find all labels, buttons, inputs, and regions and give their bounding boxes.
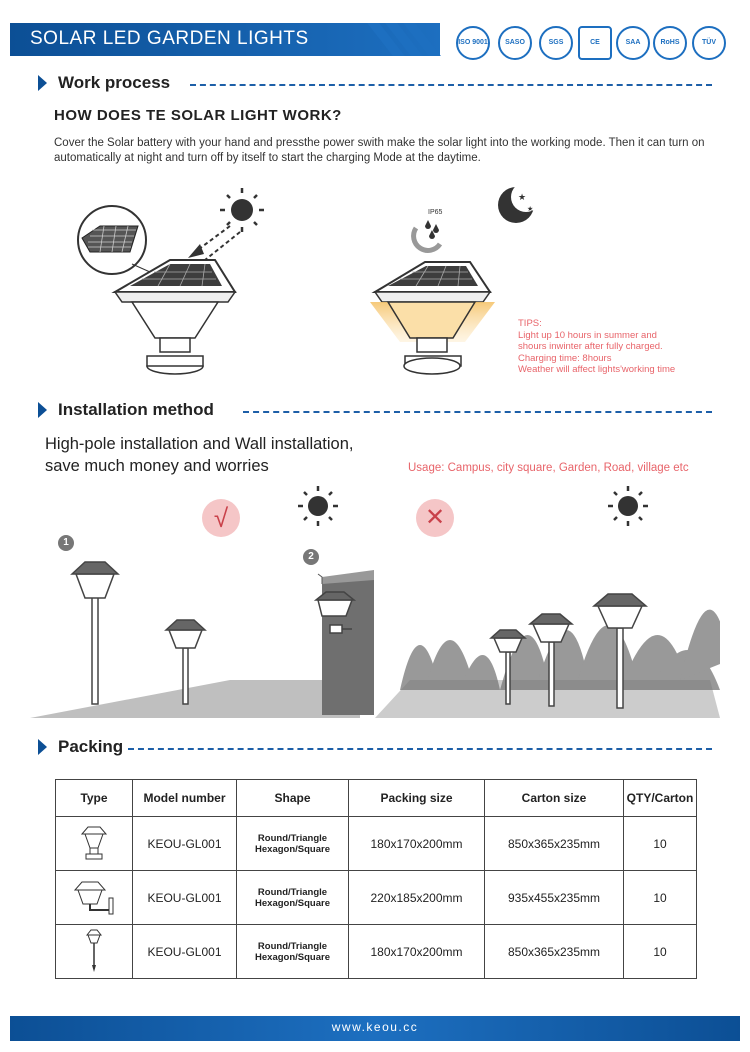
tuv-cert-icon: TÜV (692, 26, 726, 60)
shape-cell: Round/Triangle Hexagon/Square (237, 817, 349, 871)
column-header: Shape (237, 780, 349, 817)
solar-panel-zoom-icon (78, 206, 150, 274)
check-icon: √ (202, 499, 240, 537)
tips-line: shours inwinter after fully charged. (518, 341, 663, 352)
column-header: Packing size (349, 780, 485, 817)
table-header-row (56, 780, 697, 817)
column-header: Model number (133, 780, 237, 817)
qty-cell: 10 (624, 817, 697, 871)
type-cell (56, 925, 133, 979)
svg-text:★: ★ (527, 206, 534, 213)
model-cell: KEOU-GL001 (133, 871, 237, 925)
step-number-1: 1 (58, 535, 74, 551)
type-cell (56, 871, 133, 925)
model-cell: KEOU-GL001 (133, 817, 237, 871)
moon-icon (498, 182, 541, 223)
section-divider (128, 748, 712, 750)
step-number-2: 2 (303, 549, 319, 565)
sunlight-arrow-icon (195, 226, 240, 260)
svg-text:★: ★ (518, 192, 527, 202)
installation-illustration (30, 480, 720, 720)
section-title-install: Installation method (58, 400, 214, 419)
water-drop-icon (425, 220, 439, 239)
garden-lamp-right (370, 262, 495, 374)
packing-size-cell: 220x185x200mm (349, 871, 485, 925)
iso-cert-icon: ISO 9001 (456, 26, 490, 60)
packing-table (55, 779, 697, 979)
qty-cell: 10 (624, 925, 697, 979)
install-subtitle-line: High-pole installation and Wall installation, (45, 435, 354, 453)
work-question: HOW DOES TE SOLAR LIGHT WORK? (54, 107, 342, 124)
tips-title: TIPS: (518, 318, 542, 329)
section-title-work: Work process (58, 73, 171, 92)
page-title: SOLAR LED GARDEN LIGHTS (30, 28, 309, 49)
saa-cert-icon: SAA (616, 26, 650, 60)
ip65-label: IP65 (428, 209, 443, 216)
section-marker-icon (38, 739, 47, 755)
packing-size-cell: 180x170x200mm (349, 817, 485, 871)
type-cell (56, 817, 133, 871)
tips-block (518, 318, 675, 376)
install-subtitle-line: save much money and worries (45, 457, 269, 475)
table-row (56, 871, 697, 925)
pillar-lamp-icon (79, 822, 109, 862)
table-row (56, 817, 697, 871)
section-marker-icon (38, 402, 47, 418)
carton-size-cell: 850x365x235mm (485, 817, 624, 871)
usage-text: Usage: Campus, city square, Garden, Road, village etc (408, 462, 689, 474)
packing-size-cell: 180x170x200mm (349, 925, 485, 979)
sun-icon (298, 486, 338, 526)
section-marker-icon (38, 75, 47, 91)
pole-lamp (72, 562, 118, 704)
carton-size-cell: 935x455x235mm (485, 871, 624, 925)
column-header: QTY/Carton (624, 780, 697, 817)
wall-lamp-icon (73, 876, 115, 916)
sgs-cert-icon: SGS (539, 26, 573, 60)
table-row (56, 925, 697, 979)
column-header: Carton size (485, 780, 624, 817)
tips-line: Charging time: 8hours (518, 352, 612, 364)
tips-line: Light up 10 hours in summer and (518, 329, 657, 341)
saso-cert-icon: SASO (498, 26, 532, 60)
shape-cell: Round/Triangle Hexagon/Square (237, 925, 349, 979)
section-divider (190, 84, 712, 86)
section-divider (243, 411, 712, 413)
section-title-packing: Packing (58, 737, 124, 756)
wall-with-lamp (316, 570, 374, 715)
carton-size-cell: 850x365x235mm (485, 925, 624, 979)
rohs-cert-icon: RoHS (653, 26, 687, 60)
column-header: Type (56, 780, 133, 817)
garden-lamp-left (115, 260, 235, 374)
footer-url[interactable]: www.keou.cc (331, 1020, 419, 1034)
cross-icon: ✕ (416, 499, 454, 537)
install-subtitle (45, 433, 353, 477)
model-cell: KEOU-GL001 (133, 925, 237, 979)
tips-line: Weather will affect lights'working time (518, 364, 676, 375)
sun-icon (220, 188, 264, 232)
sun-icon (608, 486, 648, 526)
qty-cell: 10 (624, 871, 697, 925)
ce-cert-icon: CE (578, 26, 612, 60)
work-description: Cover the Solar battery with your hand and pressthe power swith make the solar light into the working mode. Then it can turn on automatically at night and turn off by itself to start the charging Mode at the daytime. (54, 137, 705, 164)
spike-lamp-icon (84, 927, 104, 973)
shape-cell: Round/Triangle Hexagon/Square (237, 871, 349, 925)
